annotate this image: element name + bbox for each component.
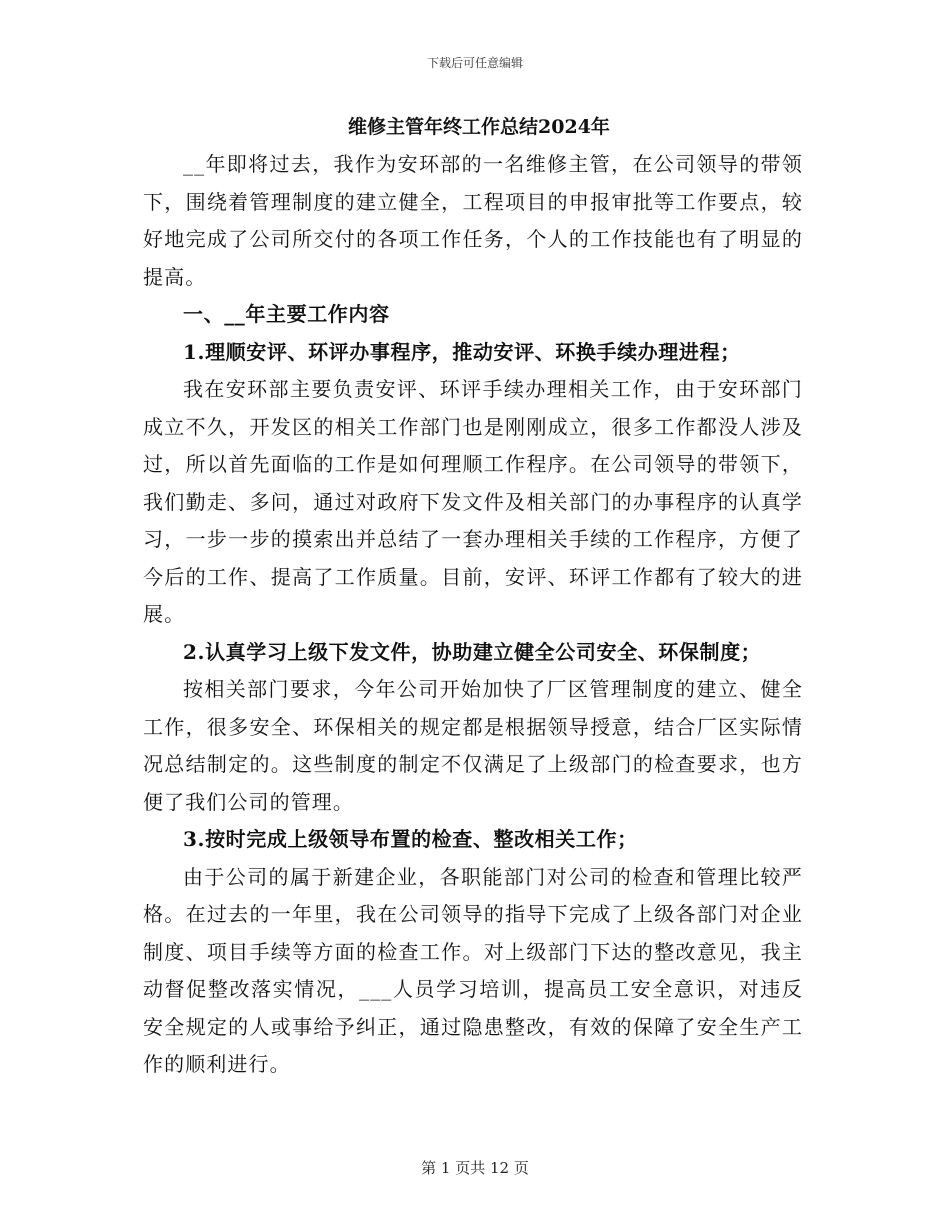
item-paragraph-1: 我在安环部主要负责安评、环评手续办理相关工作，由于安环部门成立不久，开发区的相关工作部门也是刚刚成立，很多工作都没人涉及过，所以首先面临的工作是如何理顺工作程序。在公司领导的带领下，我们勤走、多问，通过对政府下发文件及相关部门的办事程序的认真学习，一步一步的摸索出并总结了一套办理相关手续的工作程序，方便了今后的工作、提高了工作质量。目前，安评、环评工作都有了较大的进展。 <box>143 377 803 626</box>
item-paragraph-2: 按相关部门要求，今年公司开始加快了厂区管理制度的建立、健全工作，很多安全、环保相关的规定都是根据领导授意，结合厂区实际情况总结制定的。这些制度的制定不仅满足了上级部门的检查要求，也方便了我们公司的管理。 <box>143 677 803 814</box>
download-note: 下载后可任意编辑 <box>426 56 523 70</box>
item-heading-3: 3.按时完成上级领导布置的检查、整改相关工作； <box>183 827 638 851</box>
item-heading-1: 1.理顺安评、环评办事程序，推动安评、环换手续办理进程； <box>183 339 741 364</box>
item-heading-2: 2.认真学习上级下发文件，协助建立健全公司安全、环保制度； <box>183 639 762 664</box>
section-heading-1: 一、__年主要工作内容 <box>183 302 390 326</box>
page-number: 第 1 页共 12 页 <box>421 1159 529 1177</box>
intro-paragraph: __年即将过去，我作为安环部的一名维修主管，在公司领导的带领下，围绕着管理制度的建立健全，工程项目的申报审批等工作要点，较好地完成了公司所交付的各项工作任务，个人的工作技能也有了明显的提高。 <box>143 152 803 289</box>
item-paragraph-3: 由于公司的属于新建企业，各职能部门对公司的检查和管理比较严格。在过去的一年里，我在公司领导的指导下完成了上级各部门对企业制度、项目手续等方面的检查工作。对上级部门下达的整改意见，我主动督促整改落实情况，___人员学习培训，提高员工安全意识，对违反安全规定的人或事给予纠正，通过隐患整改，有效的保障了安全生产工作的顺利进行。 <box>143 864 803 1076</box>
document-body <box>143 112 803 1084</box>
document-title: 维修主管年终工作总结2024年 <box>348 116 610 138</box>
